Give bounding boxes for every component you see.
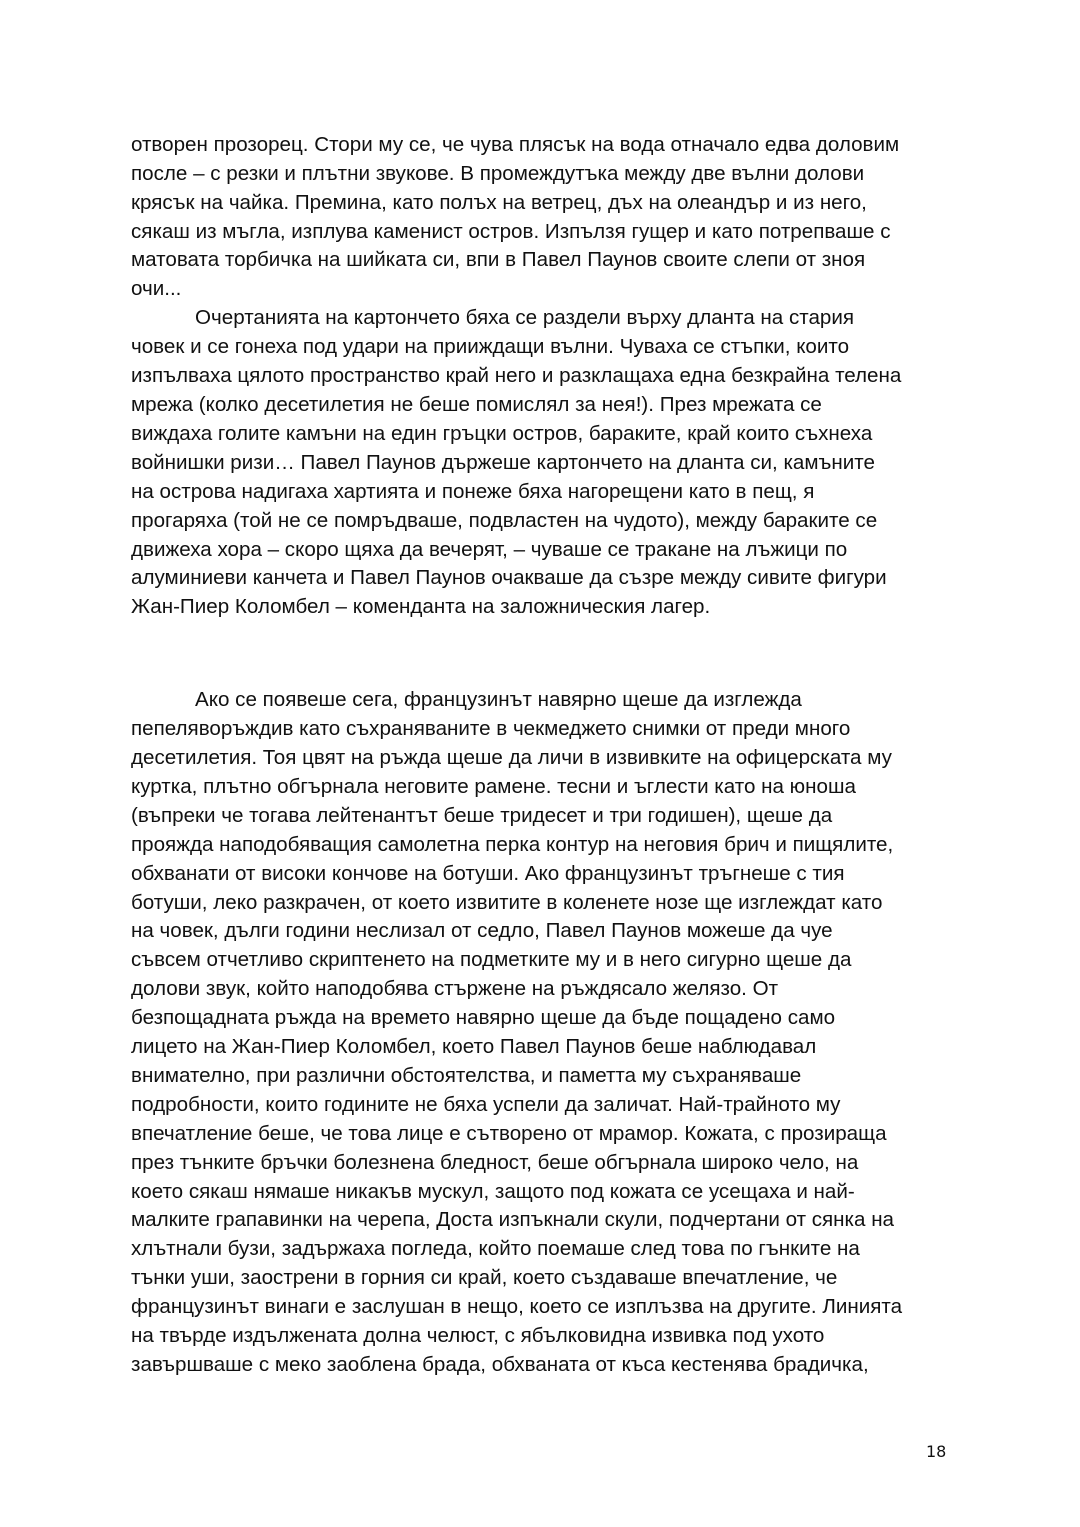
- text-line: което сякаш нямаше никакъв мускул, защото под кожата се усещаха и най-: [131, 1180, 855, 1203]
- text-line: алуминиеви канчета и Павел Паунов очакваше да съзре между сивите фигури: [131, 566, 887, 589]
- text-line: крясък на чайка. Премина, като полъх на ветрец, дъх на олеандър и из него,: [131, 191, 867, 214]
- page-number: 18: [926, 1442, 947, 1461]
- text-line: отворен прозорец. Стори му се, че чува плясък на вода отначало едва доловим: [131, 133, 900, 156]
- text-line: обхванати от високи кончове на ботуши. Ако французинът тръгнеше с тия: [131, 862, 845, 885]
- text-line: пепеляворъждив като съхраняваните в чекмеджето снимки от преди много: [131, 717, 851, 740]
- text-line: завършваше с меко заоблена брада, обхваната от къса кестенява брадичка,: [131, 1353, 869, 1376]
- text-line: после – с резки и плътни звукове. В промеждутъка между две вълни долови: [131, 162, 865, 185]
- text-line: изпълваха цялото пространство край него и разклащаха една безкрайна телена: [131, 364, 902, 387]
- text-line: лицето на Жан-Пиер Коломбел, което Павел Паунов беше наблюдавал: [131, 1035, 817, 1058]
- text-line: на човек, дълги години неслизал от седло, Павел Паунов можеше да чуе: [131, 919, 833, 942]
- text-line: съвсем отчетливо скриптенето на подметките му и в него сигурно щеше да: [131, 948, 852, 971]
- text-line: на острова надигаха хартията и понеже бяха нагорещени като в пещ, я: [131, 480, 815, 503]
- text-line: матовата торбичка на шийката си, впи в Павел Паунов своите слепи от зноя: [131, 248, 866, 271]
- text-line: войнишки ризи… Павел Паунов държеше картончето на дланта си, камъните: [131, 451, 875, 474]
- text-line: куртка, плътно обгърнала неговите рамене. тесни и ъглести като на юноша: [131, 775, 856, 798]
- text-line: малките грапавинки на черепа, Доста изпъкнали скули, подчертани от сянка на: [131, 1208, 895, 1231]
- text-line: човек и се гонеха под удари на прииждащи вълни. Чуваха се стъпки, които: [131, 335, 850, 358]
- text-line: французинът винаги е заслушан в нещо, което се изплъзва на другите. Линията: [131, 1295, 903, 1318]
- text-line: хлътнали бузи, задържаха погледа, който поемаше след това по гънките на: [131, 1237, 860, 1260]
- text-line: внимателно, при различни обстоятелства, и паметта му съхраняваше: [131, 1064, 802, 1087]
- text-line: безпощадната ръжда на времето навярно щеше да бъде пощадено само: [131, 1006, 836, 1029]
- text-line: мрежа (колко десетилетия не беше помислял за нея!). През мрежата се: [131, 393, 822, 416]
- text-line: подробности, които годините не бяха успели да заличат. Най-трайното му: [131, 1093, 841, 1116]
- text-line: Очертанията на картончето бяха се раздели върху дланта на стария: [195, 306, 855, 329]
- text-line: движеха хора – скоро щяха да вечерят, – чуваше се тракане на лъжици по: [131, 538, 848, 561]
- text-line: ботуши, леко разкрачен, от което извитите в коленете нозе ще изглеждат като: [131, 891, 883, 914]
- text-line: сякаш из мъгла, изплува каменист остров. Изпълзя гущер и като потрепваше с: [131, 220, 891, 243]
- text-line: долови звук, който наподобява стържене на ръждясало желязо. От: [131, 977, 779, 1000]
- text-line: през тънките бръчки болезнена бледност, беше обгърнала широко чело, на: [131, 1151, 859, 1174]
- text-line: десетилетия. Тоя цвят на ръжда щеше да личи в извивките на офицерската му: [131, 746, 892, 769]
- text-line: Жан-Пиер Коломбел – коменданта на заложническия лагер.: [131, 595, 711, 618]
- text-line: прогаряха (той не се помръдваше, подвластен на чудото), между бараките се: [131, 509, 878, 532]
- text-line: Ако се появеше сега, французинът навярно щеше да изглежда: [195, 688, 802, 711]
- text-line: впечатление беше, че това лице е сътворено от мрамор. Кожата, с прозираща: [131, 1122, 887, 1145]
- text-line: виждаха голите камъни на един гръцки остров, бараките, край които съхнеха: [131, 422, 873, 445]
- text-line: на твърде издължената долна челюст, с ябълковидна извивка под ухото: [131, 1324, 825, 1347]
- text-line: прояжда наподобяващия самолетна перка контур на неговия брич и пищялите,: [131, 833, 894, 856]
- text-line: (въпреки че тогава лейтенантът беше тридесет и три годишен), щеше да: [131, 804, 833, 827]
- text-line: очи...: [131, 277, 182, 300]
- text-line: тънки уши, заострени в горния си край, което създаваше впечатление, че: [131, 1266, 838, 1289]
